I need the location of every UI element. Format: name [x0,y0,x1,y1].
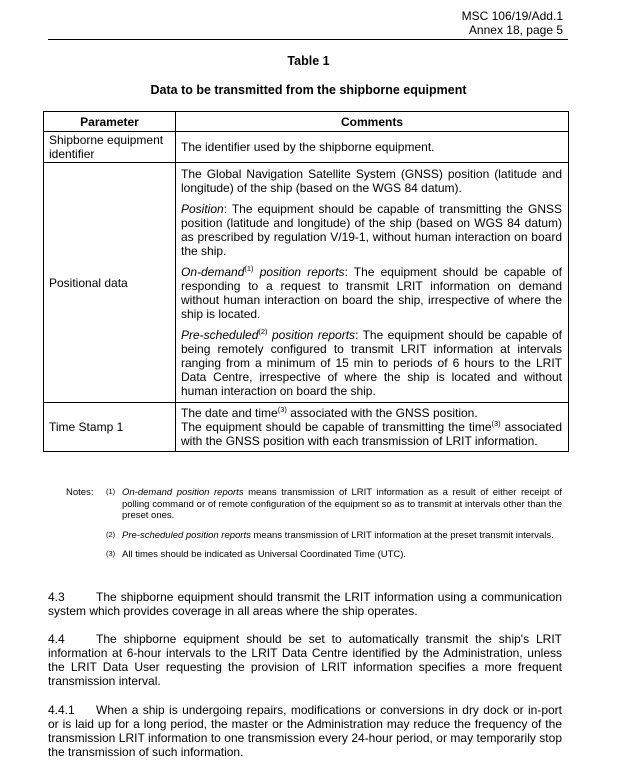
table-row [44,403,569,452]
notes-label: Notes: [66,487,94,498]
timestamp-line-2: The equipment should be capable of transmitting the time$^{(3)}$ associated with the GNSS position with each transmission of LRIT information. [181,419,562,448]
data-table [43,111,569,452]
paragraph-number: 4.4 [48,632,65,646]
note-item: (2) Pre-scheduled position reports means transmission of LRIT information at the preset transmit intervals. [106,529,554,541]
position-paragraph: Position: The equipment should be capable of transmitting the GNSS position (latitude and longitude) of the ship (based on WGS 84 datum) as prescribed by regulation V/19-1, without human interaction on board the ship. [181,202,562,258]
page-header [462,9,563,37]
comment-cell [176,403,569,452]
param-cell: Positional data [44,163,176,403]
on-demand-paragraph: On-demand$^{(1)}$ position reports: The equipment should be capable of responding to a request to transmit LRIT information on demand without human interaction on board the ship, irrespective of where the ship is located. [181,264,562,321]
header-rule [48,39,568,40]
table-row [44,163,569,403]
comment-cell: The identifier used by the shipborne equipment. [176,132,569,163]
param-cell: Shipborne equipment identifier [44,132,176,163]
footnote-ref: (2) [258,327,268,336]
note-number: (1) [106,487,116,496]
footnote-ref: (3) [277,405,287,414]
footnote-ref: (1) [244,264,254,273]
note-item: Notes: (1) On-demand position reports means transmission of LRIT information as a result of either receipt of polling command or of remote configuration of the equipment so as to transmit at intervals other than the preset ones. [66,487,562,521]
table-number: Table 1 [287,54,330,68]
note-number: (2) [106,529,116,539]
paragraph-4-4: 4.4 The shipborne equipment should be set to automatically transmit the ship's LRIT information at 6-hour intervals to the LRIT Data Centre identified by the Administration, unless the LRIT Data User requesting the provision of LRIT information specifies a more frequent transmission interval. [48,632,562,688]
column-header-parameter: Parameter [44,112,176,132]
table-notes [66,487,562,569]
paragraph-number: 4.4.1 [48,703,75,717]
column-header-comments: Comments [176,112,569,132]
table-caption: Data to be transmitted from the shipborne equipment [150,83,467,97]
footnote-ref: (3) [491,419,501,428]
table-row [44,132,569,163]
timestamp-line-1: The date and time$^{(3)}$ associated with the GNSS position. [181,405,478,420]
param-cell: Time Stamp 1 [44,403,176,452]
document-code: MSC 106/19/Add.1 [461,9,563,23]
comment-cell [176,163,569,403]
note-item: (3) All times should be indicated as Universal Coordinated Time (UTC). [106,549,407,560]
table-header-row [44,112,569,132]
paragraph-number: 4.3 [48,590,65,604]
paragraph-4-4-1: 4.4.1 When a ship is undergoing repairs, modifications or conversions in dry dock or in-port or is laid up for a long period, the master or the Administration may reduce the frequency of the transmission LRIT information to one transmission every 24-hour period, or may temporarily stop the transmission of such information. [48,703,562,759]
paragraph-4-3: 4.3 The shipborne equipment should transmit the LRIT information using a communication system which provides coverage in all areas where the ship operates. [48,590,562,618]
note-number: (3) [106,549,116,558]
annex-page: Annex 18, page 5 [468,23,563,37]
gnss-description: The Global Navigation Satellite System (GNSS) position (latitude and longitude) of the ship (based on the WGS 84 datum). [181,167,562,195]
pre-scheduled-paragraph: Pre-scheduled$^{(2)}$ position reports: The equipment should be capable of being remotely configured to transmit LRIT information at intervals ranging from a minimum of 15 min to periods of 6 hours to the LRIT Data Centre, irrespective of where the ship is located and without human interaction on board the ship. [181,327,562,398]
